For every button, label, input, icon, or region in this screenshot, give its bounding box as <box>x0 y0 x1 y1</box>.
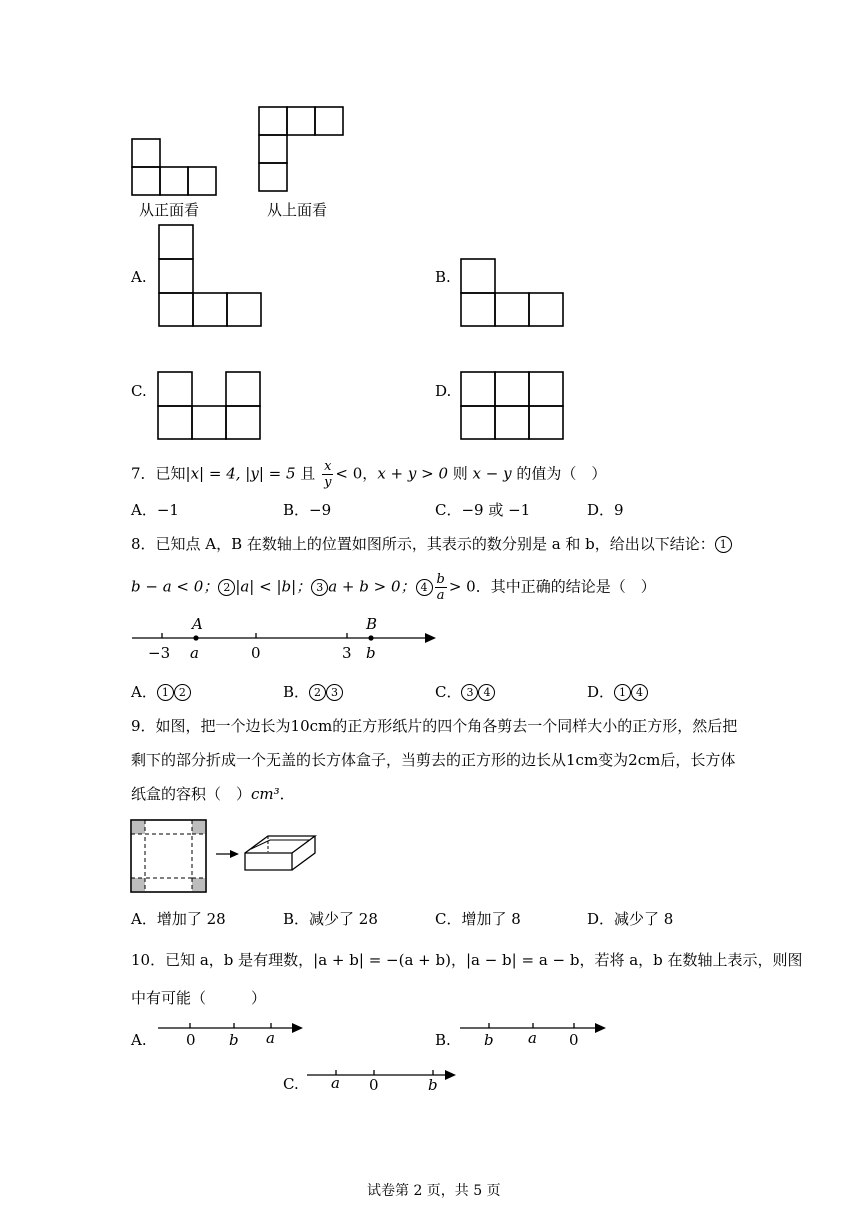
top-view-cell <box>259 163 287 191</box>
q7-option-a[interactable]: A．−1 <box>131 501 179 519</box>
q10-tick-label: a <box>528 1029 537 1047</box>
q10-tick-label: 0 <box>369 1076 379 1094</box>
option-a-figure <box>159 225 261 326</box>
q10-tick-label: 0 <box>569 1031 579 1049</box>
front-view-figure <box>132 139 216 195</box>
q6-option-a-label[interactable]: A. <box>131 268 147 286</box>
option-c-cell <box>226 372 260 406</box>
option-c-cell <box>158 372 192 406</box>
q8-conclusion-3: a + b > 0； <box>328 577 416 596</box>
front-view-cell <box>188 167 216 195</box>
q7-join: 且 <box>295 464 321 483</box>
q7-prefix: 7．已知 <box>131 464 186 483</box>
circled-number: 2 <box>218 579 235 596</box>
q8-fraction: $\frac{b}{a}$ <box>436 572 445 603</box>
point-b <box>368 635 373 640</box>
front-view-cell <box>132 167 160 195</box>
q7-option-b[interactable]: B．−9 <box>283 501 332 519</box>
page-footer: 试卷第 2 页，共 5 页 <box>367 1183 501 1199</box>
q10-line1: 10．已知 a，b 是有理数，|a + b| = −(a + b)，|a − b| = a − b，若将 a，b 在数轴上表示，则图 <box>131 951 803 969</box>
q8-line1: 8．已知点 A，B 在数轴上的位置如图所示，其表示的数分别是 a 和 b，给出以下结论： 1 <box>131 534 732 554</box>
option-c-figure <box>158 372 260 439</box>
q8-point-b-label: B <box>366 615 378 633</box>
q8-line2 <box>131 572 656 603</box>
q9-box <box>245 836 315 870</box>
q8-point-a-label: A <box>192 615 203 633</box>
q10-option-b-label[interactable]: B. <box>435 1031 451 1049</box>
arrow-icon <box>292 1023 303 1033</box>
front-view-cell <box>160 167 188 195</box>
q7-tail-a: 则 <box>448 464 473 483</box>
circled-number: 1 <box>715 536 732 553</box>
q9-option-d[interactable]: D．减少了 8 <box>587 910 674 928</box>
q8-option-a[interactable]: A． 1 2 <box>131 682 191 702</box>
cut-corner <box>132 878 145 891</box>
q9-option-c[interactable]: C．增加了 8 <box>435 910 521 928</box>
option-d-cell <box>461 406 495 439</box>
q10-tick-label: 0 <box>186 1031 196 1049</box>
option-d-cell <box>529 406 563 439</box>
cut-corner <box>192 878 205 891</box>
arrow-icon <box>595 1023 606 1033</box>
point-a <box>193 635 198 640</box>
q7-option-c[interactable]: C．−9 或 −1 <box>435 501 531 519</box>
top-view-cell <box>287 107 315 135</box>
option-c-cell <box>226 406 260 439</box>
top-view-label: 从上面看 <box>267 201 328 219</box>
circled-number: 4 <box>416 579 433 596</box>
q8-tick-label: −3 <box>148 644 171 662</box>
q8-tick-label: 3 <box>342 644 352 662</box>
q9-unit: cm³ <box>251 785 280 803</box>
front-view-cell <box>132 139 160 167</box>
option-b-cell <box>461 259 495 293</box>
option-d-cell <box>529 372 563 406</box>
q7-option-d[interactable]: D．9 <box>587 501 624 519</box>
q9-square-paper <box>131 820 206 892</box>
option-d-figure <box>461 372 563 439</box>
q7-cond3: x + y > 0 <box>377 464 448 483</box>
q8-conclusion-2: |a| < |b|； <box>235 577 312 596</box>
q8-tick-label: 0 <box>251 644 261 662</box>
front-view-label: 从正面看 <box>139 201 200 219</box>
option-b-cell <box>461 293 495 326</box>
arrow-icon <box>425 633 436 643</box>
q8-conclusion-4: > 0．其中正确的结论是（ ） <box>448 577 656 596</box>
q9-line3: 纸盒的容积（ ）cm³． <box>131 785 295 803</box>
q6-option-d-label[interactable]: D. <box>435 382 452 400</box>
q10-tick-label: b <box>484 1031 494 1049</box>
q7-stem <box>131 459 606 490</box>
q8-number-line <box>132 633 436 643</box>
q10-tick-label: a <box>266 1029 275 1047</box>
arrow-icon <box>445 1070 456 1080</box>
q8-tick-label: a <box>190 644 199 662</box>
q9-option-b[interactable]: B．减少了 28 <box>283 910 378 928</box>
option-a-cell <box>193 293 227 326</box>
q9-line2: 剩下的部分折成一个无盖的长方体盒子，当剪去的正方形的边长从1cm变为2cm后，长方体 <box>131 751 736 769</box>
option-a-cell <box>227 293 261 326</box>
top-view-cell <box>259 135 287 163</box>
q6-option-b-label[interactable]: B. <box>435 268 451 286</box>
top-view-cell <box>315 107 343 135</box>
option-a-cell <box>159 293 193 326</box>
q8-option-d[interactable]: D． 1 4 <box>587 682 648 702</box>
option-a-cell <box>159 259 193 293</box>
top-view-figure <box>259 107 343 191</box>
option-d-cell <box>495 372 529 406</box>
option-c-cell <box>158 406 192 439</box>
top-view-cell <box>259 107 287 135</box>
q7-cond2: < 0， <box>335 464 378 483</box>
q8-conclusion-1: b − a < 0； <box>131 577 219 596</box>
q6-option-c-label[interactable]: C. <box>131 382 147 400</box>
circled-number: 3 <box>311 579 328 596</box>
q8-option-b[interactable]: B． 2 3 <box>283 682 343 702</box>
q7-tail-b: 的值为（ ） <box>511 464 607 483</box>
q8-option-c[interactable]: C． 3 4 <box>435 682 495 702</box>
q10-option-c-label[interactable]: C. <box>283 1075 299 1093</box>
option-c-cell <box>192 406 226 439</box>
q7-fraction: $\frac{x}{y}$ <box>324 459 332 490</box>
q9-line1: 9．如图，把一个边长为10cm的正方形纸片的四个角各剪去一个同样大小的正方形，然后把 <box>131 717 738 735</box>
option-b-figure <box>461 259 563 326</box>
option-b-cell <box>529 293 563 326</box>
cut-corner <box>132 821 145 834</box>
option-d-cell <box>461 372 495 406</box>
q7-expr: x − y <box>472 464 512 483</box>
q7-cond1: |x| = 4, |y| = 5 <box>185 464 296 483</box>
q9-arrow <box>216 850 239 858</box>
option-b-cell <box>495 293 529 326</box>
q10-option-a-label[interactable]: A. <box>131 1031 147 1049</box>
q10-line2: 中有可能（ ） <box>131 989 267 1007</box>
q10-tick-label: a <box>331 1074 340 1092</box>
option-a-cell <box>159 225 193 259</box>
q10-tick-label: b <box>428 1076 438 1094</box>
arrow-icon <box>230 850 239 858</box>
q10-tick-label: b <box>229 1031 239 1049</box>
option-d-cell <box>495 406 529 439</box>
q9-option-a[interactable]: A．增加了 28 <box>131 910 226 928</box>
q8-tick-label: b <box>366 644 376 662</box>
cut-corner <box>192 821 205 834</box>
